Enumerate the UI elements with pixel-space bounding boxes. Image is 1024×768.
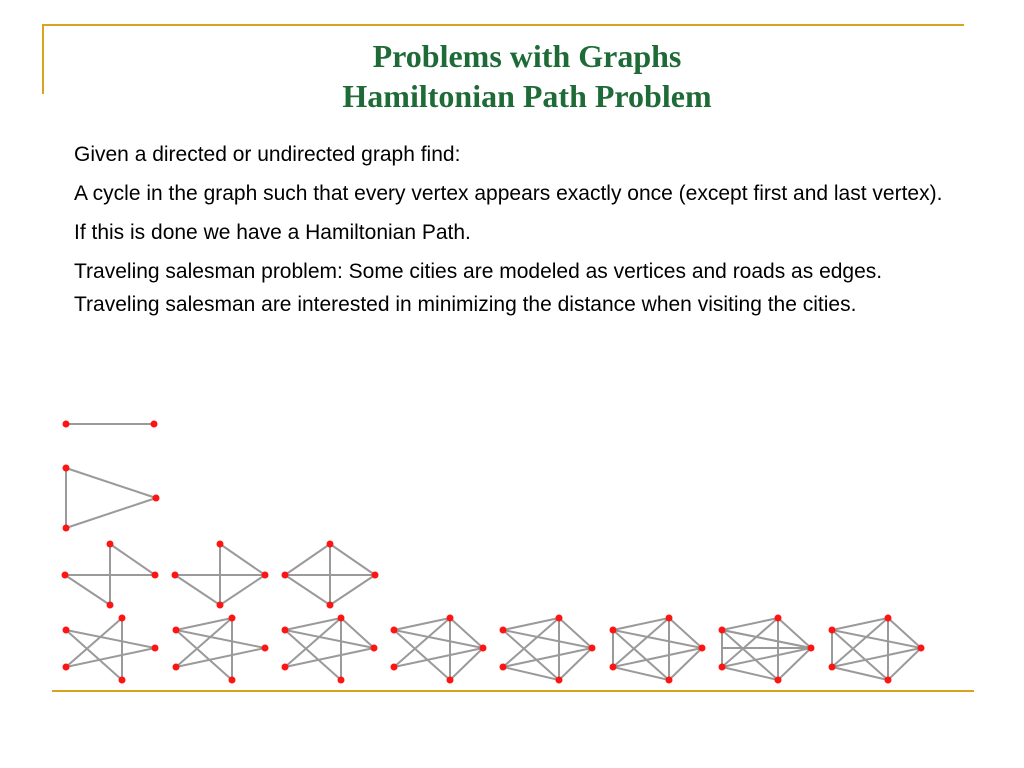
title-line-2: Hamiltonian Path Problem (342, 78, 712, 114)
graph-five-5 (500, 615, 596, 684)
graph-four-complete (282, 541, 379, 609)
paragraph-tsp: Traveling salesman problem: Some cities are modeled as vertices and roads as edges. Traveling salesman are interested in minimizing the distance when visiting the cities. (74, 260, 883, 316)
graph-four-b (172, 541, 269, 609)
graph-triangle (63, 465, 160, 532)
paragraph-hamiltonian: If this is done we have a Hamiltonian Path. (74, 221, 471, 244)
graph-five-6 (610, 615, 706, 684)
bottom-rule (52, 690, 974, 692)
graph-four-a (62, 541, 159, 609)
graph-five-4 (391, 615, 487, 684)
title-line-1: Problems with Graphs (372, 38, 682, 74)
paragraph-given: Given a directed or undirected graph find: (74, 143, 461, 166)
graph-five-3 (282, 615, 378, 684)
graph-five-2 (173, 615, 269, 684)
graph-five-7 (719, 615, 815, 684)
graph-two-vertices (63, 421, 158, 428)
graph-five-1 (63, 615, 159, 684)
paragraph-cycle: A cycle in the graph such that every vertex appears exactly once (except first and last vertex). (74, 182, 943, 205)
graph-five-complete (829, 615, 925, 684)
